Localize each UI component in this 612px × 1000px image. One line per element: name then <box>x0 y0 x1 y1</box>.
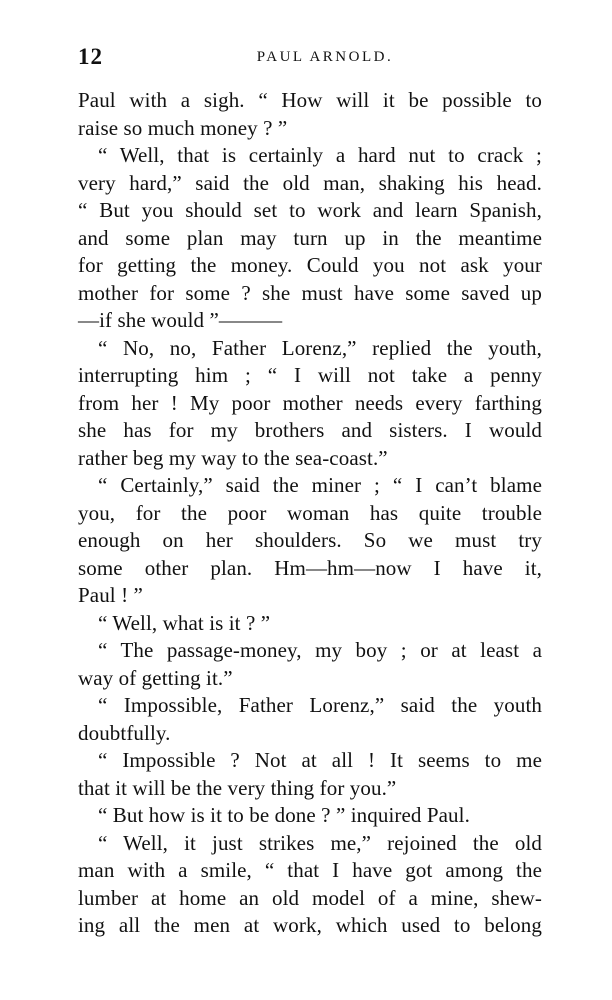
text-line: mother for some ? she must have some saved up <box>78 280 542 305</box>
page-number: 12 <box>78 44 103 69</box>
text-line: ing all the men at work, which used to belong <box>78 913 542 937</box>
text-line: “ But how is it to be done ? ” inquired Paul. <box>98 803 470 827</box>
text-line: “ The passage-money, my boy ; or at least a <box>98 638 542 662</box>
text-line: enough on her shoulders. So we must try <box>78 528 542 552</box>
text-line: “ But you should set to work and learn Spanish, <box>78 198 542 222</box>
text-line: rather beg my way to the sea-coast.” <box>78 445 388 470</box>
text-line: Paul with a sigh. “ How will it be possible to <box>78 88 542 112</box>
page-header <box>78 44 542 74</box>
text-line: you, for the poor woman has quite trouble <box>78 500 542 525</box>
text-line: “ Impossible, Father Lorenz,” said the youth <box>98 693 542 717</box>
body-text <box>78 87 542 940</box>
text-line: and some plan may turn up in the meantime <box>78 225 542 250</box>
text-line: —if she would ”——— <box>78 308 283 332</box>
text-line: doubtfully. <box>78 720 171 745</box>
text-line: some other plan. Hm—hm—now I have it, <box>78 555 542 580</box>
text-line: that it will be the very thing for you.” <box>78 775 397 800</box>
text-line: “ Certainly,” said the miner ; “ I can’t blame <box>98 473 542 497</box>
text-line: “ No, no, Father Lorenz,” replied the youth, <box>98 335 542 360</box>
text-line: Paul ! ” <box>78 583 143 607</box>
text-line: very hard,” said the old man, shaking his head. <box>78 170 542 195</box>
text-line: raise so much money ? ” <box>78 115 288 140</box>
text-line: interrupting him ; “ I will not take a penny <box>78 363 542 387</box>
running-title: PAUL ARNOLD. <box>256 49 394 65</box>
text-line: from her ! My poor mother needs every farthing <box>78 390 542 415</box>
text-line: “ Impossible ? Not at all ! It seems to me <box>98 748 542 772</box>
text-line: way of getting it.” <box>78 665 233 690</box>
text-line: “ Well, that is certainly a hard nut to crack ; <box>98 143 542 167</box>
text-line: “ Well, what is it ? ” <box>98 610 271 635</box>
text-line: she has for my brothers and sisters. I would <box>78 418 542 442</box>
text-line: lumber at home an old model of a mine, shew- <box>78 885 542 910</box>
text-line: “ Well, it just strikes me,” rejoined the old <box>98 830 542 855</box>
text-line: for getting the money. Could you not ask your <box>78 253 542 277</box>
text-line: man with a smile, “ that I have got among the <box>78 858 542 882</box>
